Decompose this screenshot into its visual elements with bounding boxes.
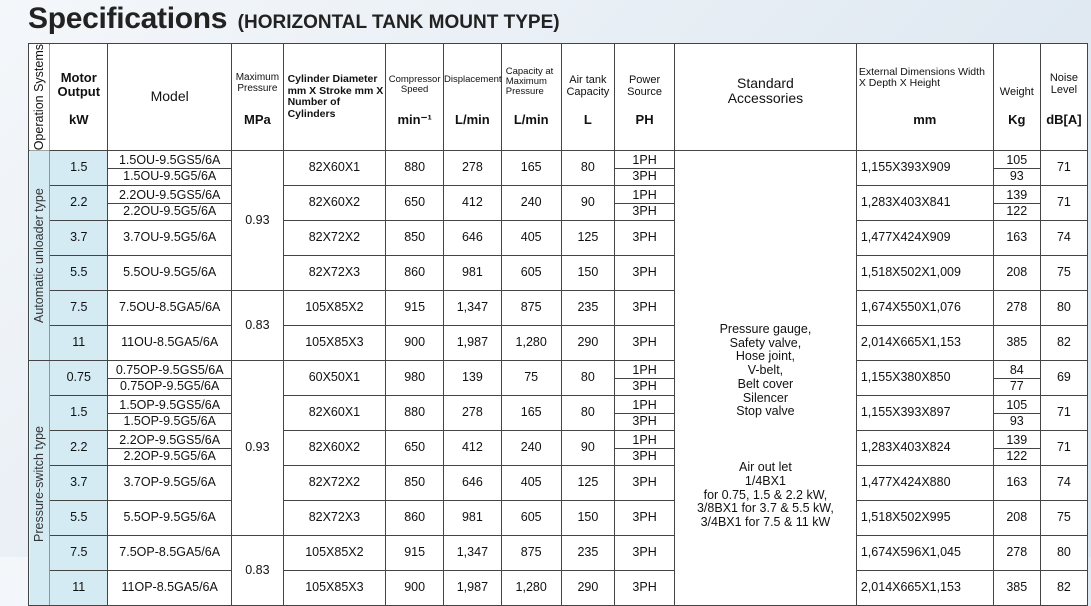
tank-cell: 125 [561,466,614,501]
capacity-cell: 165 [501,396,561,431]
header-accessories: Standard Accessories [675,44,857,151]
capacity-cell: 240 [501,186,561,221]
capacity-cell: 405 [501,221,561,256]
power-cell [615,396,675,431]
group-label: Pressure-switch type [29,361,50,606]
power-cell-line: 3PH [632,413,657,428]
model-cell-line: 1.5OU-9.5GS5/6A [108,153,231,169]
header-row [29,44,1088,151]
noise-cell: 71 [1040,151,1087,186]
cylinder-cell: 82X72X3 [283,501,386,536]
model-cell-line: 1.5OP-9.5G5/6A [123,413,216,428]
weight-cell-line: 139 [994,188,1040,204]
weight-cell-line: 122 [1006,203,1028,218]
dimensions-cell: 1,155X393X897 [856,396,993,431]
capacity-cell: 605 [501,501,561,536]
accessory-item: Belt cover [737,376,794,391]
speed-cell: 860 [386,501,444,536]
dimensions-cell: 1,674X596X1,045 [856,536,993,571]
header-displacement: Displacement L/min [444,44,502,151]
noise-cell: 82 [1040,326,1087,361]
model-cell-line: 0.75OP-9.5GS5/6A [108,363,231,379]
power-cell: 3PH [615,466,675,501]
dimensions-cell: 1,283X403X841 [856,186,993,221]
power-cell: 3PH [615,571,675,606]
cylinder-cell: 105X85X3 [283,571,386,606]
accessory-item: 3/4BX1 for 7.5 & 11 kW [700,515,831,530]
weight-cell [993,431,1040,466]
accessory-item: Pressure gauge, [719,321,812,336]
table-row [29,466,1088,501]
accessory-item: Air out let [739,460,792,475]
capacity-cell: 605 [501,256,561,291]
motor-output-cell: 3.7 [50,221,108,256]
motor-output-cell: 2.2 [50,431,108,466]
header-speed: Compressor Speed min⁻¹ [386,44,444,151]
table-row [29,256,1088,291]
speed-cell: 900 [386,571,444,606]
model-cell [108,396,232,431]
pressure-cell: 0.93 [232,361,283,536]
model-cell-line: 2.2OP-9.5G5/6A [123,448,216,463]
power-cell: 3PH [615,501,675,536]
capacity-cell: 165 [501,151,561,186]
model-cell: 7.5OU-8.5GA5/6A [108,291,232,326]
table-row [29,186,1088,221]
capacity-cell: 405 [501,466,561,501]
capacity-cell: 875 [501,536,561,571]
tank-cell: 90 [561,431,614,466]
header-noise: Noise Level dB[A] [1040,44,1087,151]
power-cell [615,361,675,396]
accessory-item: Hose joint, [735,349,795,364]
tank-cell: 125 [561,221,614,256]
weight-cell: 278 [993,536,1040,571]
accessory-item: 1/4BX1 [744,473,786,488]
model-cell: 7.5OP-8.5GA5/6A [108,536,232,571]
motor-output-cell: 3.7 [50,466,108,501]
table-row [29,221,1088,256]
power-cell [615,186,675,221]
model-cell [108,186,232,221]
accessory-item: Stop valve [736,404,795,419]
table-row [29,326,1088,361]
noise-cell: 80 [1040,536,1087,571]
capacity-cell: 875 [501,291,561,326]
displacement-cell: 981 [444,501,502,536]
motor-output-cell: 1.5 [50,151,108,186]
motor-output-cell: 5.5 [50,501,108,536]
noise-cell: 69 [1040,361,1087,396]
pressure-cell: 0.83 [232,536,283,606]
dimensions-cell: 1,518X502X1,009 [856,256,993,291]
tank-cell: 150 [561,256,614,291]
noise-cell: 75 [1040,501,1087,536]
weight-cell-line: 105 [994,398,1040,414]
accessory-item: 3/8BX1 for 3.7 & 5.5 kW, [696,501,834,516]
power-cell-line: 3PH [632,168,657,183]
weight-cell-line: 105 [994,153,1040,169]
noise-cell: 71 [1040,186,1087,221]
power-cell: 3PH [615,221,675,256]
power-cell: 3PH [615,536,675,571]
power-cell [615,151,675,186]
power-cell: 3PH [615,256,675,291]
cylinder-cell: 82X60X2 [283,186,386,221]
dimensions-cell: 1,674X550X1,076 [856,291,993,326]
power-cell [615,431,675,466]
motor-output-cell: 11 [50,571,108,606]
pressure-cell: 0.83 [232,291,283,361]
weight-cell: 385 [993,571,1040,606]
power-cell-line: 1PH [615,153,674,169]
model-cell-line: 0.75OP-9.5G5/6A [119,378,220,393]
page-title [28,2,560,38]
weight-cell [993,151,1040,186]
table-row [29,361,1088,396]
weight-cell-line: 93 [1009,168,1024,183]
noise-cell: 75 [1040,256,1087,291]
cylinder-cell: 60X50X1 [283,361,386,396]
title-main: Specifications [28,2,228,35]
noise-cell: 71 [1040,396,1087,431]
table-row [29,151,1088,186]
noise-cell: 74 [1040,466,1087,501]
speed-cell: 915 [386,291,444,326]
model-cell: 3.7OP-9.5G5/6A [108,466,232,501]
power-cell-line: 1PH [615,398,674,414]
specifications-table [28,43,1088,606]
displacement-cell: 1,347 [444,291,502,326]
power-cell-line: 3PH [632,378,657,393]
tank-cell: 150 [561,501,614,536]
cylinder-cell: 82X60X1 [283,396,386,431]
speed-cell: 915 [386,536,444,571]
tank-cell: 80 [561,396,614,431]
dimensions-cell: 1,155X380X850 [856,361,993,396]
tank-cell: 80 [561,361,614,396]
title-sub: (HORIZONTAL TANK MOUNT TYPE) [237,12,560,33]
dimensions-cell: 1,477X424X880 [856,466,993,501]
motor-output-cell: 2.2 [50,186,108,221]
motor-output-cell: 1.5 [50,396,108,431]
model-cell-line: 1.5OU-9.5G5/6A [123,168,217,183]
displacement-cell: 1,347 [444,536,502,571]
model-cell: 5.5OU-9.5G5/6A [108,256,232,291]
header-model: Model [108,44,232,151]
weight-cell: 278 [993,291,1040,326]
capacity-cell: 1,280 [501,326,561,361]
model-cell [108,431,232,466]
capacity-cell: 1,280 [501,571,561,606]
table-row [29,291,1088,326]
speed-cell: 880 [386,151,444,186]
motor-output-cell: 0.75 [50,361,108,396]
speed-cell: 850 [386,466,444,501]
displacement-cell: 981 [444,256,502,291]
weight-cell-line: 139 [994,433,1040,449]
weight-cell: 163 [993,466,1040,501]
capacity-cell: 240 [501,431,561,466]
header-weight: Weight Kg [993,44,1040,151]
weight-cell-line: 77 [1009,378,1024,393]
header-motor: Motor Output kW [50,44,108,151]
model-cell-line: 2.2OU-9.5GS5/6A [108,188,231,204]
model-cell [108,361,232,396]
capacity-cell: 75 [501,361,561,396]
cylinder-cell: 82X60X2 [283,431,386,466]
noise-cell: 82 [1040,571,1087,606]
displacement-cell: 646 [444,466,502,501]
model-cell: 11OU-8.5GA5/6A [108,326,232,361]
tank-cell: 290 [561,571,614,606]
tank-cell: 235 [561,291,614,326]
group-label: Automatic unloader type [29,151,50,361]
table-row [29,501,1088,536]
header-dimensions: External Dimensions Width X Depth X Height mm [856,44,993,151]
displacement-cell: 1,987 [444,571,502,606]
power-cell-line: 3PH [632,448,657,463]
power-cell: 3PH [615,326,675,361]
dimensions-cell: 1,155X393X909 [856,151,993,186]
model-cell-line: 2.2OU-9.5G5/6A [123,203,217,218]
model-cell: 3.7OU-9.5G5/6A [108,221,232,256]
model-cell: 5.5OP-9.5G5/6A [108,501,232,536]
cylinder-cell: 82X72X3 [283,256,386,291]
dimensions-cell: 1,477X424X909 [856,221,993,256]
weight-cell-line: 84 [994,363,1040,379]
header-power: Power Source PH [615,44,675,151]
weight-cell [993,186,1040,221]
accessory-item: Safety valve, [729,335,802,350]
dimensions-cell: 2,014X665X1,153 [856,571,993,606]
cylinder-cell: 82X60X1 [283,151,386,186]
speed-cell: 980 [386,361,444,396]
accessory-item: Silencer [742,390,789,405]
motor-output-cell: 7.5 [50,291,108,326]
noise-cell: 80 [1040,291,1087,326]
weight-cell [993,361,1040,396]
motor-output-cell: 7.5 [50,536,108,571]
cylinder-cell: 105X85X3 [283,326,386,361]
pressure-cell: 0.93 [232,151,283,291]
weight-cell [993,396,1040,431]
model-cell [108,151,232,186]
dimensions-cell: 1,283X403X824 [856,431,993,466]
dimensions-cell: 2,014X665X1,153 [856,326,993,361]
header-pressure: Maximum Pressure MPa [232,44,283,151]
speed-cell: 860 [386,256,444,291]
header-operation: Operation Systems [29,44,50,151]
table-row [29,396,1088,431]
tank-cell: 235 [561,536,614,571]
header-tank: Air tank Capacity L [561,44,614,151]
weight-cell: 385 [993,326,1040,361]
dimensions-cell: 1,518X502X995 [856,501,993,536]
header-capacity: Capacity at Maximum Pressure L/min [501,44,561,151]
speed-cell: 900 [386,326,444,361]
displacement-cell: 278 [444,151,502,186]
power-cell-line: 1PH [615,363,674,379]
speed-cell: 650 [386,431,444,466]
power-cell: 3PH [615,291,675,326]
cylinder-cell: 105X85X2 [283,291,386,326]
table-row [29,571,1088,606]
speed-cell: 880 [386,396,444,431]
displacement-cell: 278 [444,396,502,431]
weight-cell: 208 [993,256,1040,291]
accessory-item: for 0.75, 1.5 & 2.2 kW, [703,487,828,502]
weight-cell-line: 122 [1006,448,1028,463]
motor-output-cell: 5.5 [50,256,108,291]
accessory-item: V-belt, [747,363,784,378]
model-cell-line: 2.2OP-9.5GS5/6A [108,433,231,449]
power-cell-line: 3PH [632,203,657,218]
weight-cell-line: 93 [1009,413,1024,428]
noise-cell: 74 [1040,221,1087,256]
speed-cell: 850 [386,221,444,256]
tank-cell: 290 [561,326,614,361]
tank-cell: 90 [561,186,614,221]
power-cell-line: 1PH [615,188,674,204]
model-cell: 11OP-8.5GA5/6A [108,571,232,606]
displacement-cell: 412 [444,431,502,466]
cylinder-cell: 82X72X2 [283,221,386,256]
speed-cell: 650 [386,186,444,221]
displacement-cell: 1,987 [444,326,502,361]
cylinder-cell: 105X85X2 [283,536,386,571]
displacement-cell: 139 [444,361,502,396]
header-cylinder: Cylinder Diameter mm X Stroke mm X Number of Cylinders [283,44,386,151]
motor-output-cell: 11 [50,326,108,361]
model-cell-line: 1.5OP-9.5GS5/6A [108,398,231,414]
noise-cell: 71 [1040,431,1087,466]
table-row [29,536,1088,571]
displacement-cell: 646 [444,221,502,256]
cylinder-cell: 82X72X2 [283,466,386,501]
accessories-cell [675,151,857,606]
table-body [29,151,1088,606]
table-row [29,431,1088,466]
weight-cell: 208 [993,501,1040,536]
power-cell-line: 1PH [615,433,674,449]
tank-cell: 80 [561,151,614,186]
displacement-cell: 412 [444,186,502,221]
weight-cell: 163 [993,221,1040,256]
